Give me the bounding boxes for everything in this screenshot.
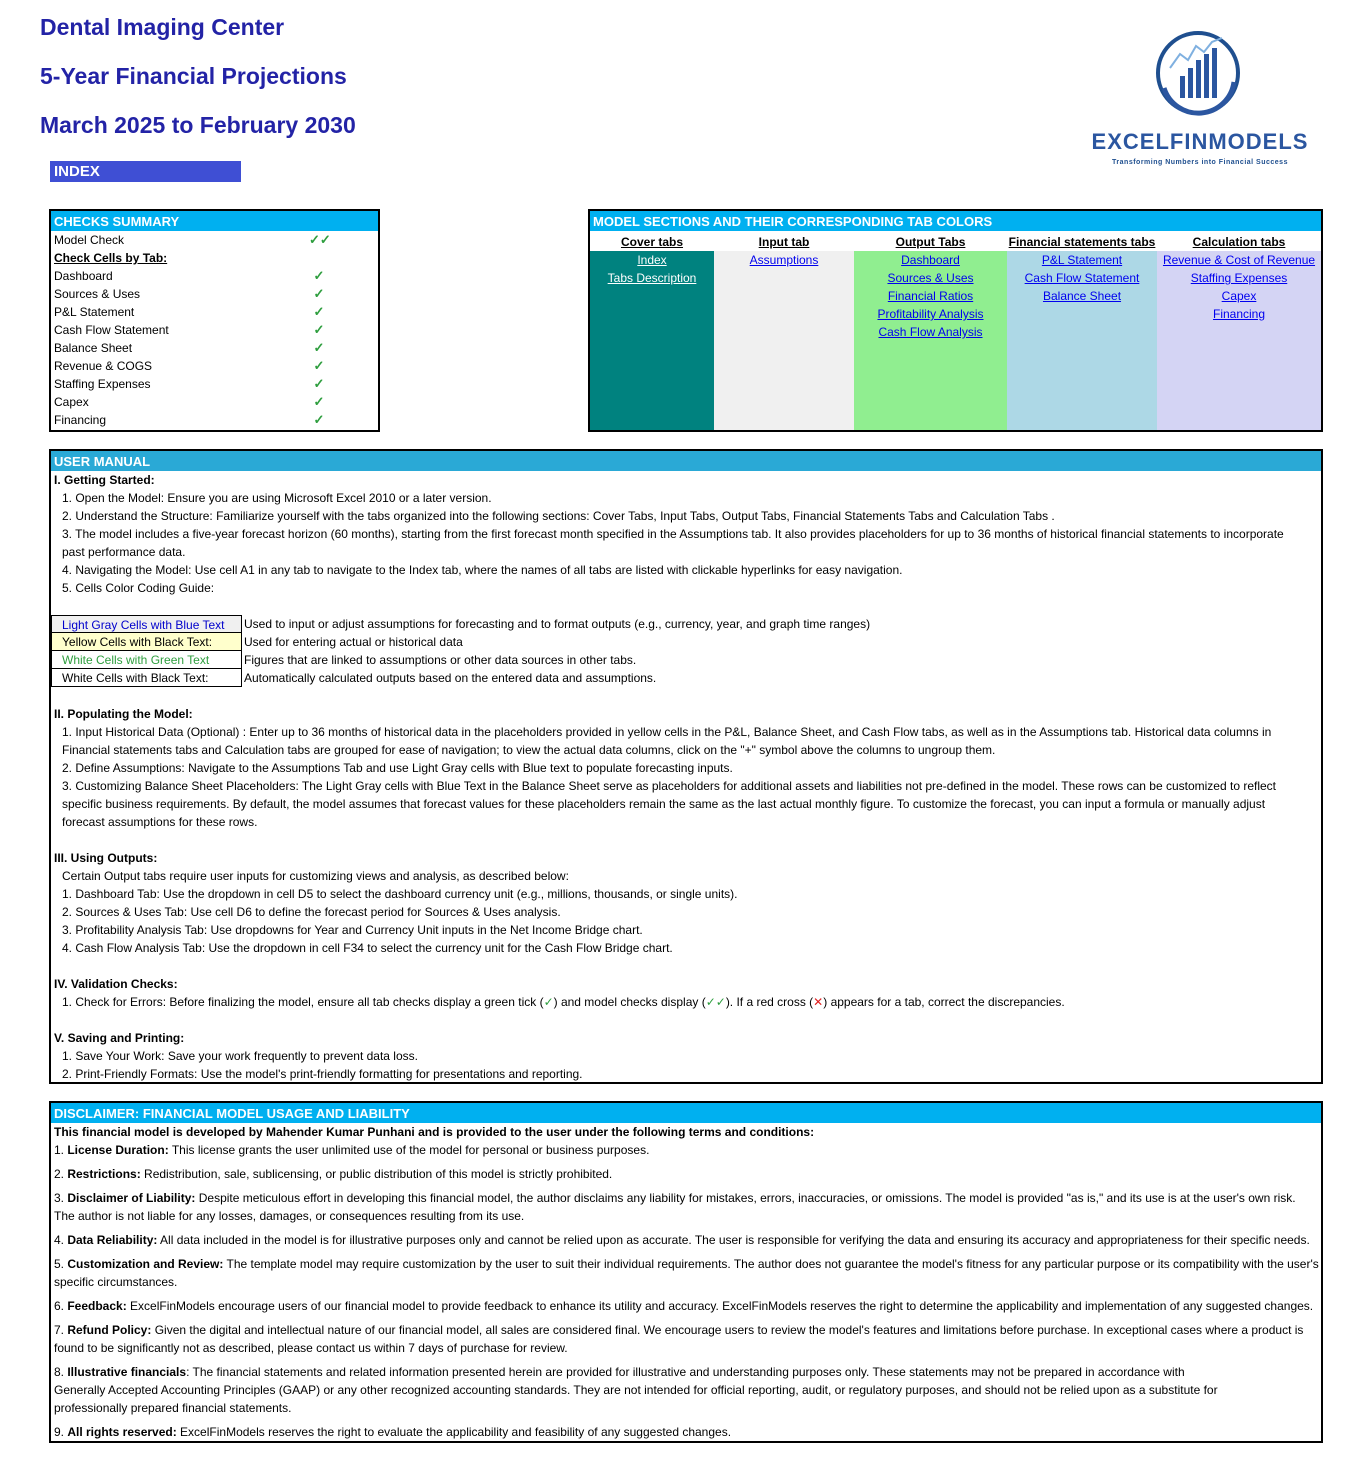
check-icon: ✓ xyxy=(313,376,325,391)
legend-row xyxy=(51,651,1321,669)
validation-item xyxy=(51,993,1321,1011)
tab-column-heading: Output Tabs xyxy=(854,233,1007,251)
index-button[interactable]: INDEX xyxy=(50,161,241,182)
tab-link[interactable]: Capex xyxy=(1221,289,1257,303)
disclaimer-term: Refund Policy: xyxy=(67,1323,152,1337)
disclaimer-text: This license grants the user unlimited use of the model for personal or business purposes. xyxy=(168,1143,650,1157)
check-row xyxy=(51,303,378,321)
spacer xyxy=(51,831,1321,849)
check-cells-by-tab-label: Check Cells by Tab: xyxy=(54,251,168,265)
disclaimer-line xyxy=(51,1273,1321,1291)
disclaimer-line xyxy=(51,1399,1321,1417)
check-icon: ✓ xyxy=(313,358,325,373)
check-cells-by-tab-row xyxy=(51,249,378,267)
legend-description: Used to input or adjust assumptions for forecasting and to format outputs (e.g., currency, year, and graph time ranges) xyxy=(244,617,871,631)
disclaimer-text: Redistribution, sale, sublicensing, or public distribution of this model is strictly prohibited. xyxy=(140,1167,613,1181)
disclaimer-line xyxy=(51,1141,1321,1159)
disclaimer-term: All rights reserved: xyxy=(67,1425,177,1439)
double-tick-icon: ✓✓ xyxy=(705,995,726,1009)
title-company: Dental Imaging Center xyxy=(40,14,285,40)
legend-swatch: White Cells with Black Text: xyxy=(51,669,242,687)
tab-column-heading: Financial statements tabs xyxy=(1008,235,1156,249)
cross-icon: ✕ xyxy=(813,995,824,1009)
title-projections: 5-Year Financial Projections xyxy=(40,63,347,89)
manual-item: Financial statements tabs and Calculation tabs are grouped for ease of navigation; to view the actual data columns, click on the "+" symbol above the columns to ungroup them. xyxy=(62,743,996,757)
disclaimer-line xyxy=(51,1255,1321,1273)
manual-item: 3. The model includes a five-year forecast horizon (60 months), starting from the first forecast month specified in the Assumptions tab. It also provides placeholders for up to 36 months of historical financial statements to incorporate xyxy=(62,527,1284,541)
manual-item: 1. Save Your Work: Save your work frequently to prevent data loss. xyxy=(62,1049,418,1063)
color-coding-legend xyxy=(51,615,1321,687)
tab-color-column xyxy=(1007,233,1157,430)
tab-color-column xyxy=(854,233,1007,430)
manual-item: 3. Customizing Balance Sheet Placeholders: The Light Gray cells with Blue Text in the Balance Sheet serve as placeholders for additional assets and liabilities not pre-defined in the model. These rows can be customized to reflect xyxy=(62,779,1277,793)
check-rows xyxy=(51,267,378,429)
check-label: Model Check xyxy=(54,233,125,247)
disclaimer-item xyxy=(51,1189,1321,1225)
excelfinmodels-logo xyxy=(1080,28,1320,173)
disclaimer-num: 1. xyxy=(54,1143,68,1157)
disclaimer-num: 7. xyxy=(54,1323,68,1337)
legend-row xyxy=(51,633,1321,651)
tab-link[interactable]: Staffing Expenses xyxy=(1190,271,1288,285)
disclaimer-text: ExcelFinModels reserves the right to evaluate the applicability and feasibility of any suggested changes. xyxy=(176,1425,732,1439)
check-label: Capex xyxy=(54,395,89,409)
model-sections xyxy=(588,209,1323,432)
manual-item: 3. Profitability Analysis Tab: Use dropdowns for Year and Currency Unit inputs in the Net Income Bridge chart. xyxy=(62,923,643,937)
manual-heading-outputs: III. Using Outputs: xyxy=(54,851,158,865)
populating-items xyxy=(51,723,1321,831)
manual-heading-getting-started: I. Getting Started: xyxy=(54,473,155,487)
check-label: Staffing Expenses xyxy=(54,377,151,391)
disclaimer xyxy=(49,1101,1323,1443)
disclaimer-line xyxy=(51,1231,1321,1249)
tab-color-column xyxy=(1157,233,1321,430)
validation-text-2: ) and model checks display ( xyxy=(553,995,706,1009)
manual-item: forecast assumptions for these rows. xyxy=(62,815,258,829)
tab-color-column xyxy=(714,233,854,430)
legend-description: Figures that are linked to assumptions or other data sources in other tabs. xyxy=(244,653,637,667)
checks-summary-header: CHECKS SUMMARY xyxy=(51,211,378,231)
disclaimer-item xyxy=(51,1231,1321,1249)
disclaimer-line xyxy=(51,1297,1321,1315)
tab-link[interactable]: Dashboard xyxy=(901,253,960,267)
disclaimer-num: 4. xyxy=(54,1233,68,1247)
disclaimer-num: 8. xyxy=(54,1365,68,1379)
tab-link[interactable]: Financing xyxy=(1212,307,1266,321)
legend-swatch: Light Gray Cells with Blue Text xyxy=(51,615,242,633)
disclaimer-items xyxy=(51,1141,1321,1441)
check-row xyxy=(51,267,378,285)
manual-item: 4. Cash Flow Analysis Tab: Use the dropdown in cell F34 to select the currency unit for the Cash Flow Bridge chart. xyxy=(62,941,673,955)
tab-link[interactable]: Balance Sheet xyxy=(1042,289,1122,303)
disclaimer-num: 6. xyxy=(54,1299,68,1313)
disclaimer-item xyxy=(51,1165,1321,1183)
disclaimer-item xyxy=(51,1423,1321,1441)
manual-item: 2. Print-Friendly Formats: Use the model's print-friendly formatting for presentations and reporting. xyxy=(62,1067,583,1081)
outputs-items xyxy=(51,867,1321,957)
check-row xyxy=(51,375,378,393)
legend-row xyxy=(51,669,1321,687)
disclaimer-term: Data Reliability: xyxy=(67,1233,158,1247)
disclaimer-line xyxy=(51,1321,1321,1339)
disclaimer-text: found to be significantly not as described, please contact us within 7 days of purchase for review. xyxy=(54,1341,568,1355)
spacer xyxy=(51,1011,1321,1029)
disclaimer-line xyxy=(51,1381,1321,1399)
check-icon: ✓ xyxy=(313,340,325,355)
check-label: Cash Flow Statement xyxy=(54,323,169,337)
tab-link[interactable]: Financial Ratios xyxy=(887,289,974,303)
disclaimer-term: Disclaimer of Liability: xyxy=(67,1191,196,1205)
disclaimer-text: Given the digital and intellectual nature of our financial model, all sales are considered final. We encourage users to review the model's features and limitations before purchase. In exceptional cases where a product is xyxy=(151,1323,1304,1337)
spacer xyxy=(51,957,1321,975)
disclaimer-line xyxy=(51,1189,1321,1207)
user-manual-header: USER MANUAL xyxy=(51,451,1321,471)
check-icon: ✓ xyxy=(313,286,325,301)
disclaimer-text: ExcelFinModels encourage users of our financial model to provide feedback to enhance its utility and accuracy. ExcelFinModels reserves the right to determine the applicability and implementation of any suggested changes. xyxy=(126,1299,1314,1313)
tab-link[interactable]: Index xyxy=(637,253,667,267)
double-check-icon: ✓✓ xyxy=(309,232,331,247)
disclaimer-line xyxy=(51,1423,1321,1441)
disclaimer-item xyxy=(51,1363,1321,1417)
disclaimer-num: 5. xyxy=(54,1257,68,1271)
manual-item: 2. Define Assumptions: Navigate to the Assumptions Tab and use Light Gray cells with Blue text to populate forecasting inputs. xyxy=(62,761,733,775)
check-label: Dashboard xyxy=(54,269,113,283)
user-manual xyxy=(49,449,1323,1084)
manual-heading-validation: IV. Validation Checks: xyxy=(54,977,178,991)
manual-item: Certain Output tabs require user inputs for customizing views and analysis, as described below: xyxy=(62,869,569,883)
manual-item: 1. Input Historical Data (Optional) : Enter up to 36 months of historical data in the placeholders provided in yellow cells in the P&L, Balance Sheet, and Cash Flow tabs, as well as in the Assumptions tab. Historical data columns in xyxy=(62,725,1272,739)
disclaimer-line xyxy=(51,1339,1321,1357)
manual-item: specific business requirements. By default, the model assumes that forecast values for these placeholders remain the same as the last actual monthly figure. To customize the forecast, you can input a formula or manually adjust xyxy=(62,797,1266,811)
disclaimer-line xyxy=(51,1363,1321,1381)
disclaimer-num: 2. xyxy=(54,1167,68,1181)
tab-color-column xyxy=(590,233,714,430)
logo-tagline: Transforming Numbers into Financial Success xyxy=(1112,159,1288,166)
validation-text-4: ) appears for a tab, correct the discrepancies. xyxy=(823,995,1065,1009)
check-icon: ✓ xyxy=(313,412,325,427)
tab-column-heading: Calculation tabs xyxy=(1157,233,1321,251)
disclaimer-line xyxy=(51,1207,1321,1225)
disclaimer-term: License Duration: xyxy=(67,1143,169,1157)
legend-description: Automatically calculated outputs based on the entered data and assumptions. xyxy=(244,671,657,685)
check-icon: ✓ xyxy=(313,322,325,337)
disclaimer-num: 9. xyxy=(54,1425,68,1439)
disclaimer-header: DISCLAIMER: FINANCIAL MODEL USAGE AND LIABILITY xyxy=(51,1103,1321,1123)
check-row xyxy=(51,411,378,429)
manual-heading-populating: II. Populating the Model: xyxy=(54,707,193,721)
disclaimer-item xyxy=(51,1255,1321,1291)
tick-icon: ✓ xyxy=(543,995,554,1009)
disclaimer-term: Feedback: xyxy=(67,1299,127,1313)
manual-item: past performance data. xyxy=(62,545,186,559)
manual-item: 2. Sources & Uses Tab: Use cell D6 to define the forecast period for Sources & Uses analysis. xyxy=(62,905,561,919)
manual-heading-saving: V. Saving and Printing: xyxy=(54,1031,185,1045)
check-icon: ✓ xyxy=(313,268,325,283)
disclaimer-text: The author is not liable for any losses, damages, or consequences resulting from its use. xyxy=(54,1209,525,1223)
getting-started-items xyxy=(51,489,1321,597)
tab-link[interactable]: Cash Flow Statement xyxy=(1024,271,1140,285)
disclaimer-term: Restrictions: xyxy=(67,1167,141,1181)
tab-link[interactable]: P&L Statement xyxy=(1041,253,1123,267)
disclaimer-line xyxy=(51,1165,1321,1183)
disclaimer-term: Illustrative financials xyxy=(67,1365,187,1379)
disclaimer-item xyxy=(51,1297,1321,1315)
legend-row xyxy=(51,615,1321,633)
check-label: Financing xyxy=(54,413,107,427)
disclaimer-intro: This financial model is developed by Mahender Kumar Punhani and is provided to the user under the following terms and conditions: xyxy=(54,1125,815,1139)
tab-link[interactable]: Profitability Analysis xyxy=(877,307,984,321)
check-icon: ✓ xyxy=(313,304,325,319)
disclaimer-item xyxy=(51,1321,1321,1357)
disclaimer-text: professionally prepared financial statements. xyxy=(54,1401,292,1415)
disclaimer-term: Customization and Review: xyxy=(67,1257,224,1271)
disclaimer-text: specific circumstances. xyxy=(54,1275,178,1289)
tab-link[interactable]: Cash Flow Analysis xyxy=(878,325,983,339)
title-period: March 2025 to February 2030 xyxy=(40,112,356,138)
tab-column-heading: Input tab xyxy=(714,233,854,251)
check-row xyxy=(51,357,378,375)
spacer xyxy=(51,687,1321,705)
check-label: Sources & Uses xyxy=(54,287,141,301)
tab-link[interactable]: Revenue & Cost of Revenue xyxy=(1162,253,1316,267)
model-sections-header: MODEL SECTIONS AND THEIR CORRESPONDING TAB COLORS xyxy=(590,211,1321,231)
validation-text-1: 1. Check for Errors: Before finalizing the model, ensure all tab checks display a green tick ( xyxy=(62,995,544,1009)
legend-swatch: White Cells with Green Text xyxy=(51,651,242,669)
tab-link[interactable]: Sources & Uses xyxy=(887,271,974,285)
disclaimer-item xyxy=(51,1141,1321,1159)
disclaimer-text: Generally Accepted Accounting Principles (GAAP) or any other recognized accounting standards. They are not intended for official reporting, audit, or regulatory purposes, and should not be relied upon as a substitute for xyxy=(54,1383,1218,1397)
manual-item: 4. Navigating the Model: Use cell A1 in any tab to navigate to the Index tab, where the names of all tabs are listed with clickable hyperlinks for easy navigation. xyxy=(62,563,903,577)
model-check-row xyxy=(51,231,378,249)
check-label: P&L Statement xyxy=(54,305,135,319)
spacer xyxy=(51,597,1321,615)
disclaimer-text: All data included in the model is for illustrative purposes only and cannot be relied upon as accurate. The user is responsible for verifying the data and ensuring its accuracy and appropriateness for their specific needs. xyxy=(157,1233,1310,1247)
tab-column-heading: Cover tabs xyxy=(590,233,714,251)
validation-text-3: ). If a red cross ( xyxy=(725,995,814,1009)
legend-swatch: Yellow Cells with Black Text: xyxy=(51,633,242,651)
check-row xyxy=(51,285,378,303)
disclaimer-num: 3. xyxy=(54,1191,68,1205)
logo-chart-icon xyxy=(1080,28,1320,128)
check-label: Balance Sheet xyxy=(54,341,133,355)
check-icon: ✓ xyxy=(313,394,325,409)
manual-item: 5. Cells Color Coding Guide: xyxy=(62,581,215,595)
saving-items xyxy=(51,1047,1321,1083)
checks-summary xyxy=(49,209,380,432)
manual-item: 1. Dashboard Tab: Use the dropdown in cell D5 to select the dashboard currency unit (e.g., millions, thousands, or single units). xyxy=(62,887,738,901)
disclaimer-text: Despite meticulous effort in developing this financial model, the author disclaims any liability for mistakes, errors, inaccuracies, or omissions. The model is provided "as is," and its use is at the user's own risk. xyxy=(195,1191,1296,1205)
manual-item: 1. Open the Model: Ensure you are using Microsoft Excel 2010 or a later version. xyxy=(62,491,492,505)
tab-link[interactable]: Tabs Description xyxy=(607,271,697,285)
disclaimer-text: : The financial statements and related information presented herein are provided for illustrative and understanding purposes only. These statements may not be prepared in accordance with xyxy=(186,1365,1185,1379)
disclaimer-text: The template model may require customization by the user to suit their individual requirements. The author does not guarantee the model's fitness for any particular purpose or its compatibility with the user's xyxy=(223,1257,1319,1271)
check-row xyxy=(51,393,378,411)
check-row xyxy=(51,321,378,339)
check-label: Revenue & COGS xyxy=(54,359,153,373)
tab-link[interactable]: Assumptions xyxy=(749,253,819,267)
check-row xyxy=(51,339,378,357)
logo-name: EXCELFINMODELS xyxy=(1091,129,1309,154)
legend-description: Used for entering actual or historical data xyxy=(244,635,463,649)
manual-item: 2. Understand the Structure: Familiarize yourself with the tabs organized into the following sections: Cover Tabs, Input Tabs, Output Tabs, Financial Statements Tabs and Calculation Tabs . xyxy=(62,509,1055,523)
